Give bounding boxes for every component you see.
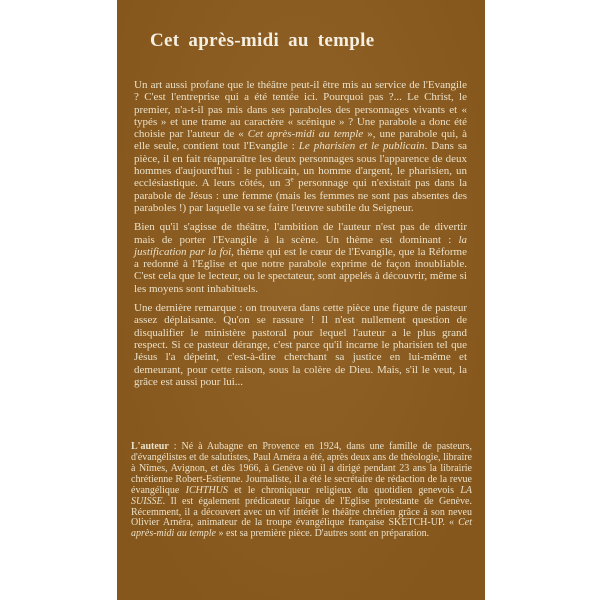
author-bio: L'auteur : Né à Aubagne en Provence en 1924, dans une famille de pasteurs, d'évangélistes et de salutistes, Paul Arnéra a été, après deux ans de théologie, libraire à Nîmes, Avignon, et dès 1966, à Genève où il a dirigé pendant 23 ans la librairie chrétienne Robert-Estienne. Journaliste, il a été le secrétaire de rédaction de la revue évangélique ICHTHUS et le chroniqueur religieux du quotidien genevois LA SUISSE. Il est également prédicateur laïque de l'Eglise protestante de Genève. Récemment, il a découvert avec un vif intérêt le théâtre chrétien grâce à son neveu Olivier Arnéra, animateur de la troupe évangélique française SKETCH-UP. « Cet après-midi au temple » est sa première pièce. D'autres sont en préparation. — [131, 441, 472, 540]
cover-paragraph: Bien qu'il s'agisse de théâtre, l'ambition de l'auteur n'est pas de divertir mais de porter l'Evangile à la scène. Un thème est dominant : la justification par la foi, thème qui est le cœur de l'Evangile, que la Réforme a redonné à l'Eglise et que notre parabole exprime de façon inoubliable. C'est cela que le lecteur, ou le spectateur, sont appelés à découvrir, même si les moyens sont inhabituels. — [134, 221, 467, 295]
cover-paragraph: Un art aussi profane que le théâtre peut-il être mis au service de l'Evangile ? C'est l'entreprise qui a été tentée ici. Pourquoi pas ?... Le Christ, le premier, n'a-t-il pas mis dans ses paraboles des personnages vivants et « typés » et une trame au caractère « scénique » ? Une parabole a donc été choisie par l'auteur de « Cet après-midi au temple », une parabole qui, à elle seule, contient tout l'Evangile : Le pharisien et le publicain. Dans sa pièce, il en fait réapparaître les deux personnages sous l'apparence de deux hommes d'aujourd'hui : le publicain, un homme d'argent, le pharisien, un ecclésiastique. A leurs côtés, un 3e personnage qui n'existait pas dans la parabole de Jésus : une femme (mais les femmes ne sont pas absentes des paraboles !) par laquelle va se faire l'œuvre subtile du Seigneur. — [134, 79, 468, 214]
cover-text-block — [134, 79, 467, 388]
cover-paragraph: Une dernière remarque : on trouvera dans cette pièce une figure de pasteur assez déplaisante. Qu'on se rassure ! Il n'est nullement question de disqualifier le ministère pastoral pour lequel l'auteur a le plus grand respect. Si ce pasteur dérange, c'est parce qu'il incarne le pharisien tel que Jésus l'a dépeint, c'est-à-dire cherchant sa justice en lui-même et demeurant, pour cette raison, sous la colère de Dieu. Mais, s'il le veut, la grâce est aussi pour lui... — [134, 302, 467, 388]
book-title: Cet après-midi au temple — [150, 30, 375, 51]
book-back-cover — [117, 0, 485, 600]
